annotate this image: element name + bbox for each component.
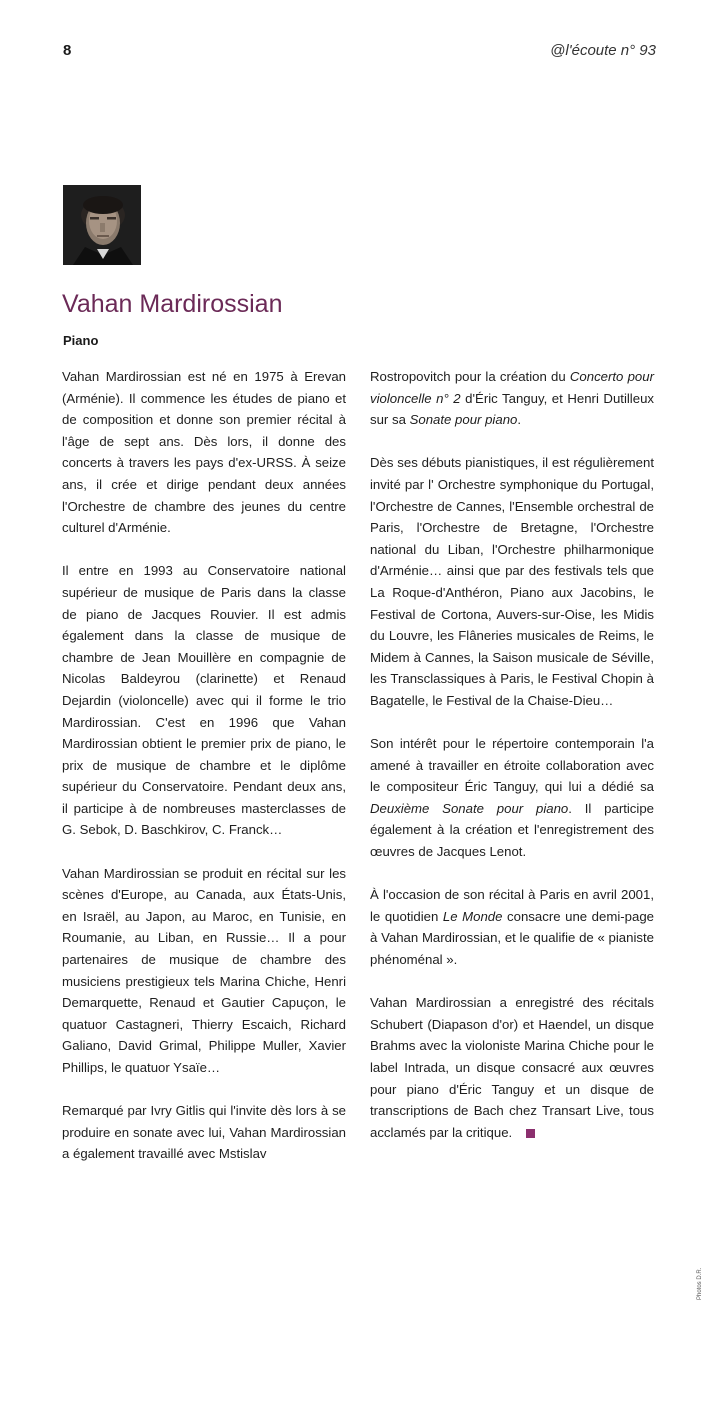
paragraph <box>370 992 654 1143</box>
paragraph <box>370 733 654 863</box>
page-number: 8 <box>63 42 72 59</box>
paragraph: Il entre en 1993 au Conservatoire national supérieur de musique de Paris dans la classe de piano de Jacques Rouvier. Il est admis également dans la classe de musique de chambre de Jean Mouillère en compagnie de Nicolas Baldeyrou (clarinette) et Renaud Dejardin (violoncelle) avec qui il forme le trio Mardirossian. C'est en 1996 que Vahan Mardirossian obtient le premier prix de piano, le prix de musique de chambre et le diplôme supérieur du Conservatoire. Pendant deux ans, il participe à de nombreuses masterclasses de G. Sebok, D. Baschkirov, C. Franck… <box>62 563 346 838</box>
work-title: Sonate pour piano <box>409 412 518 428</box>
paragraph: Remarqué par Ivry Gitlis qui l'invite dès lors à se produire en sonate avec lui, Vahan Mardirossian a également travaillé avec Mstislav <box>62 1103 346 1162</box>
text-run: d'Éric Tanguy, et Henri Dutilleux sur sa <box>370 390 654 428</box>
newspaper-title: Le Monde <box>442 908 503 924</box>
work-title: Deuxième Sonate pour piano <box>370 800 569 816</box>
paragraph <box>370 884 654 970</box>
text-run: À l'occasion de son récital à Paris en avril 2001, le quotidien <box>370 887 654 924</box>
paragraph: Vahan Mardirossian se produit en récital sur les scènes d'Europe, au Canada, aux États-Unis, en Israël, au Japon, au Maroc, en Tunisie, en Roumanie, au Liban, en Russie… Il a pour partenaires de musique de chambre des musiciens prestigieux tels Marina Chiche, Henri Demarquette, Renaud et Gautier Capuçon, le quatuor Castagneri, Thierry Escaich, Richard Galiano, David Grimal, Philippe Muller, Xavier Phillips, le quatuor Ysaïe… <box>62 865 346 1075</box>
paragraph <box>370 366 654 431</box>
left-column <box>62 366 346 1165</box>
text-run: . Il participe également à la création et l'enregistrement des œuvres de Jacques Lenot. <box>370 800 654 860</box>
text-run: consacre une demi-page à Vahan Mardirossian, et le qualifie de « pianiste phénoménal ». <box>370 908 654 968</box>
paragraph: Dès ses débuts pianistiques, il est régulièrement invité par l' Orchestre symphonique du Portugal, l'Orchestre de Cannes, l'Ensemble orchestral de Paris, l'Orchestre de Bretagne, l'Orchestre national du Liban, l'Orchestre philharmonique d'Arménie… ainsi que par des festivals tels que La Roque-d'Anthéron, Piano aux Jacobins, le Festival de Cortona, Auvers-sur-Oise, les Midis du Louvre, les Flâneries musicales de Reims, le Midem à Cannes, la Saison musicale de Séville, les Transclassiques à Paris, le Festival Chopin à Bagatelle, le Festival de la Chaise-Dieu… <box>370 455 654 708</box>
work-title: Concerto pour violoncelle n° 2 <box>370 369 654 406</box>
portrait-photo <box>63 185 141 265</box>
article-title: Vahan Mardirossian <box>62 290 283 318</box>
article-subtitle: Piano <box>63 333 99 348</box>
end-of-article-mark <box>526 1129 535 1138</box>
text-run: Rostropovitch pour la création du <box>370 369 570 384</box>
running-header: @l'écoute n° 93 <box>550 42 656 59</box>
text-run: . <box>517 412 522 428</box>
right-column <box>370 366 654 1143</box>
paragraph: Vahan Mardirossian est né en 1975 à Erevan (Arménie). Il commence les études de piano et de composition et donne son premier récital à l'âge de sept ans. Dès lors, il donne des concerts à travers les pays d'ex-URSS. À seize ans, il crée et dirige pendant deux années l'Orchestre de chambre des jeunes du centre culturel d'Arménie. <box>62 369 346 536</box>
text-run: Vahan Mardirossian a enregistré des récitals Schubert (Diapason d'or) et Haendel, un disque Brahms avec la violoniste Marina Chiche pour le label Intrada, un disque consacré aux œuvres pour piano d'Éric Tanguy et un disque de transcriptions de Bach chez Transart Live, tous acclamés par la critique. <box>370 995 654 1140</box>
photo-credit: Photos D.R. <box>697 1267 703 1300</box>
text-run: Son intérêt pour le répertoire contemporain l'a amené à travailler en étroite collaboration avec le compositeur Éric Tanguy, qui lui a dédié sa <box>370 736 654 795</box>
